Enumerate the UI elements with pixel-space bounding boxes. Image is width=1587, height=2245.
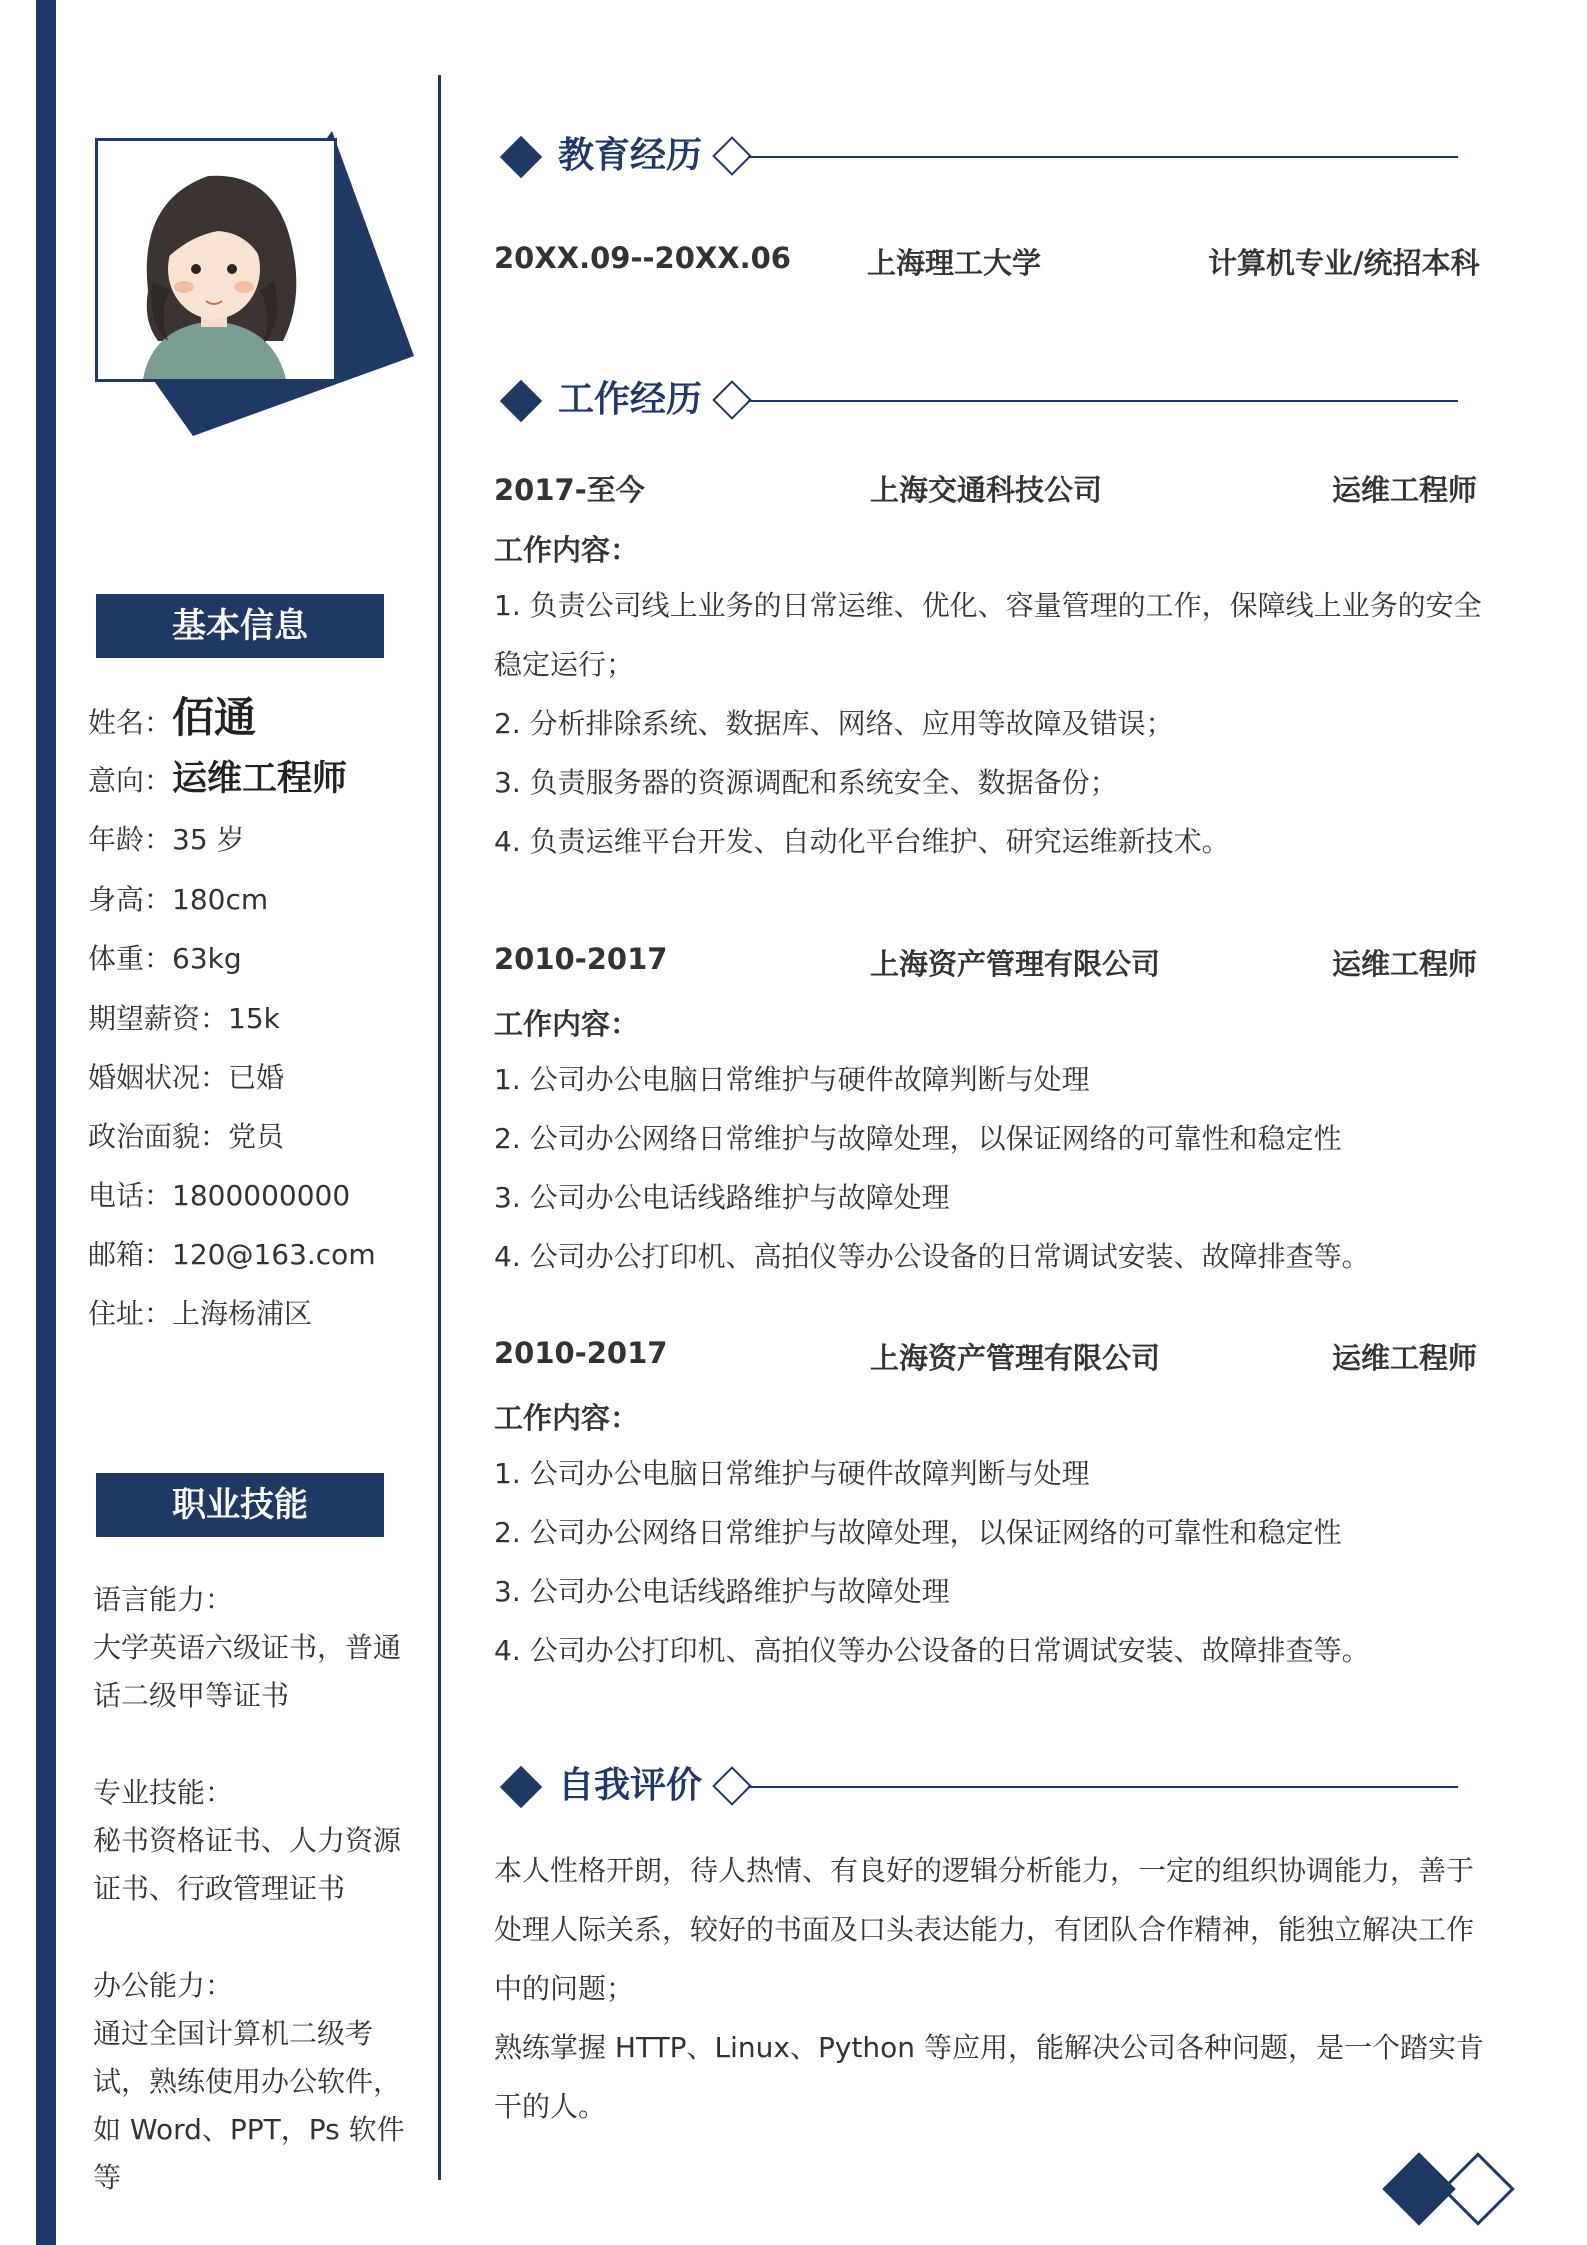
list-item: 3. 公司办公电话线路维护与故障处理 xyxy=(494,1575,950,1608)
list-item: 2. 公司办公网络日常维护与故障处理，以保证网络的可靠性和稳定性 xyxy=(494,1516,1342,1549)
avatar xyxy=(95,138,337,382)
info-address: 住址：上海杨浦区 xyxy=(88,1297,313,1330)
skill-office-label: 办公能力： xyxy=(93,1969,234,2002)
info-intent-value: 运维工程师 xyxy=(172,759,348,799)
job-company: 上海资产管理有限公司 xyxy=(870,947,1161,981)
job-content-list xyxy=(494,1444,1494,1680)
skill-office-text: 通过全国计算机二级考试，熟练使用办公软件，如 Word、PPT，Ps 软件等 xyxy=(93,2017,405,2194)
job-role: 运维工程师 xyxy=(1332,473,1478,507)
diamond-filled-icon xyxy=(500,1766,542,1808)
sidebar-accent-bar xyxy=(36,0,56,2245)
info-age: 年龄：35 岁 xyxy=(88,823,245,856)
diamond-filled-icon xyxy=(500,380,542,422)
self-eval-title: 自我评价 xyxy=(558,1765,703,1806)
work-section-header xyxy=(498,372,1458,432)
list-item: 4. 公司办公打印机、高拍仪等办公设备的日常调试安装、故障排查等。 xyxy=(494,1634,1370,1667)
skill-language-label: 语言能力： xyxy=(93,1583,234,1616)
list-item: 2. 公司办公网络日常维护与故障处理，以保证网络的可靠性和稳定性 xyxy=(494,1122,1342,1155)
diamond-outline-icon xyxy=(712,1766,752,1806)
skill-professional xyxy=(93,1769,423,1913)
education-school: 上海理工大学 xyxy=(867,246,1042,280)
education-section-header xyxy=(498,128,1458,188)
job-period: 2010-2017 xyxy=(494,942,668,976)
info-weight: 体重：63kg xyxy=(88,942,242,975)
self-eval-text xyxy=(494,1841,1494,2136)
education-period: 20XX.09--20XX.06 xyxy=(494,241,791,275)
info-politics: 政治面貌：党员 xyxy=(88,1120,285,1153)
job-content-list xyxy=(494,576,1494,871)
job-role: 运维工程师 xyxy=(1332,1341,1478,1375)
info-marriage: 婚姻状况：已婚 xyxy=(88,1061,285,1094)
section-rule xyxy=(748,1786,1458,1788)
info-height: 身高：180cm xyxy=(88,883,269,916)
list-item: 1. 公司办公电脑日常维护与硬件故障判断与处理 xyxy=(494,1063,1090,1096)
info-email: 邮箱：120@163.com xyxy=(88,1238,376,1271)
job-content-label: 工作内容： xyxy=(494,533,640,567)
list-item: 3. 负责服务器的资源调配和系统安全、数据备份； xyxy=(494,766,1118,799)
info-name xyxy=(88,692,256,749)
basic-info-header: 基本信息 xyxy=(96,594,384,658)
skill-professional-label: 专业技能： xyxy=(93,1776,234,1809)
section-rule xyxy=(748,400,1458,402)
job-role: 运维工程师 xyxy=(1332,947,1478,981)
skill-office xyxy=(93,1962,423,2202)
job-content-label: 工作内容： xyxy=(494,1401,640,1435)
corner-diamond-outline-icon xyxy=(1441,2152,1515,2226)
job-row xyxy=(494,1336,1484,1380)
diamond-filled-icon xyxy=(500,136,542,178)
info-intent xyxy=(88,756,347,804)
job-content-label: 工作内容： xyxy=(494,1007,640,1041)
skill-language xyxy=(93,1576,423,1720)
list-item: 3. 公司办公电话线路维护与故障处理 xyxy=(494,1181,950,1214)
self-eval-paragraph: 熟练掌握 HTTP、Linux、Python 等应用，能解决公司各种问题，是一个踏实肯干的人。 xyxy=(494,2031,1484,2123)
job-content-list xyxy=(494,1050,1494,1286)
info-name-label: 姓名： xyxy=(88,706,173,739)
self-eval-section-header xyxy=(498,1758,1458,1818)
list-item: 4. 公司办公打印机、高拍仪等办公设备的日常调试安装、故障排查等。 xyxy=(494,1240,1370,1273)
job-row xyxy=(494,942,1484,986)
job-company: 上海交通科技公司 xyxy=(870,473,1103,507)
skills-header: 职业技能 xyxy=(96,1473,384,1537)
diamond-outline-icon xyxy=(712,136,752,176)
job-period: 2010-2017 xyxy=(494,1336,668,1370)
list-item: 1. 负责公司线上业务的日常运维、优化、容量管理的工作，保障线上业务的安全稳定运行； xyxy=(494,589,1482,681)
info-phone: 电话：1800000000 xyxy=(88,1179,351,1212)
education-title: 教育经历 xyxy=(558,135,703,176)
column-divider xyxy=(438,75,441,2180)
self-eval-paragraph: 本人性格开朗，待人热情、有良好的逻辑分析能力，一定的组织协调能力，善于处理人际关系，较好的书面及口头表达能力，有团队合作精神，能独立解决工作中的问题； xyxy=(494,1854,1475,2005)
info-salary: 期望薪资：15k xyxy=(88,1002,280,1035)
job-row xyxy=(494,468,1484,512)
section-rule xyxy=(748,156,1458,158)
job-company: 上海资产管理有限公司 xyxy=(870,1341,1161,1375)
diamond-outline-icon xyxy=(712,380,752,420)
education-row xyxy=(494,241,1484,285)
job-period: 2017-至今 xyxy=(494,473,645,507)
info-name-value: 佰通 xyxy=(172,693,257,742)
education-major: 计算机专业/统招本科 xyxy=(1208,246,1480,280)
skill-language-text: 大学英语六级证书，普通话二级甲等证书 xyxy=(93,1631,402,1712)
work-title: 工作经历 xyxy=(558,379,703,420)
avatar-illustration xyxy=(98,141,334,379)
info-intent-label: 意向： xyxy=(88,764,173,797)
list-item: 1. 公司办公电脑日常维护与硬件故障判断与处理 xyxy=(494,1457,1090,1490)
skill-professional-text: 秘书资格证书、人力资源证书、行政管理证书 xyxy=(93,1824,402,1905)
list-item: 2. 分析排除系统、数据库、网络、应用等故障及错误； xyxy=(494,707,1174,740)
list-item: 4. 负责运维平台开发、自动化平台维护、研究运维新技术。 xyxy=(494,825,1230,858)
